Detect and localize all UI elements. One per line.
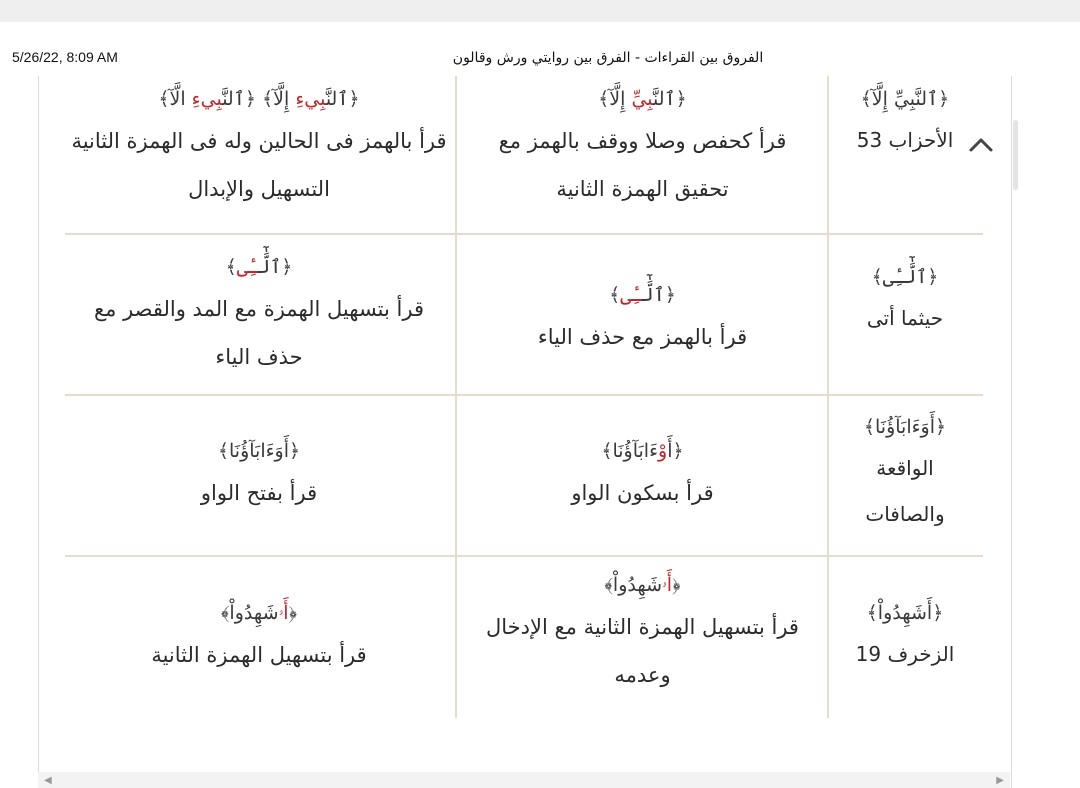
- location-ref: حيثما أتى: [866, 306, 944, 330]
- reading-cell-2: [66, 84, 452, 216]
- quran-word: ﴿ٱلنَّبِيِّ إِلَّآ﴾: [598, 88, 687, 110]
- reading-cell-2: [66, 252, 452, 384]
- vertical-scrollbar[interactable]: [1013, 120, 1018, 190]
- location-ref: الأحزاب 53: [856, 128, 954, 152]
- reading-desc-line: التسهيل والإبدال: [188, 177, 330, 201]
- quran-word: ﴿ٱلَّٰٓـِٔى﴾: [609, 284, 676, 306]
- reading-cell-1: [460, 570, 825, 702]
- location-cell: [830, 412, 980, 540]
- reading-desc-line: قرأ بتسهيل الهمزة الثانية مع الإدخال: [486, 615, 799, 639]
- reading-desc-line: قرأ كحفص وصلا ووقف بالهمز مع: [498, 129, 787, 153]
- row-divider: [65, 394, 983, 396]
- quran-word: ﴿أَوَءَابَآؤُنَا﴾: [217, 440, 301, 462]
- reading-cell-1: [460, 84, 825, 216]
- reading-cell-2: [66, 436, 452, 520]
- scroll-left-icon[interactable]: ◀: [44, 775, 52, 786]
- quran-word: ﴿أَوْءَابَآؤُنَا﴾: [601, 440, 684, 462]
- reading-desc-line: قرأ بتسهيل الهمزة الثانية: [151, 643, 367, 667]
- reading-desc-line: تحقيق الهمزة الثانية: [556, 177, 729, 201]
- quran-word: ﴿أَوَءَابَآؤُنَا﴾: [863, 416, 947, 438]
- location-ref: الواقعة: [876, 456, 934, 480]
- reading-cell-1: [460, 436, 825, 520]
- quran-word: ﴿أَۥشَهِدُواْ﴾: [604, 574, 681, 596]
- quran-word: ﴿أَۥشَهِدُواْ﴾: [221, 602, 297, 624]
- location-ref: والصافات: [865, 502, 945, 526]
- quran-word: ﴿ٱلنَّبِيِّ إِلَّآ﴾: [860, 88, 950, 110]
- column-divider: [827, 76, 829, 718]
- horizontal-scrollbar[interactable]: [38, 772, 1010, 788]
- browser-top-bar: [0, 0, 1080, 22]
- location-ref: الزخرف 19: [855, 642, 955, 666]
- location-cell: [830, 598, 980, 680]
- reading-cell-1: [460, 280, 825, 364]
- column-divider: [455, 76, 457, 718]
- reading-desc-line: قرأ بتسهيل الهمزة مع المد والقصر مع: [93, 297, 425, 321]
- row-divider: [65, 555, 983, 557]
- reading-desc-line: قرأ بسكون الواو: [571, 481, 714, 505]
- reading-desc-line: قرأ بالهمز مع حذف الياء: [537, 325, 748, 349]
- quran-word: ﴿ٱلَّٰٓـِٔى﴾: [225, 256, 293, 278]
- reading-desc-line: قرأ بالهمز فى الحالين وله فى الهمزة الثانية: [71, 129, 447, 153]
- location-cell: [830, 84, 980, 166]
- location-cell: [830, 262, 980, 344]
- page-title: الفروق بين القراءات - الفرق بين روايتي ورش وقالون: [452, 50, 764, 66]
- reading-desc-line: وعدمه: [614, 663, 671, 687]
- reading-desc-line: حذف الياء: [215, 345, 303, 369]
- print-date: 5/26/22, 8:09 AM: [12, 49, 118, 65]
- scroll-right-icon[interactable]: ▶: [996, 775, 1004, 786]
- reading-desc-line: قرأ بفتح الواو: [200, 481, 318, 505]
- quran-word: ﴿ٱلنَّبِيءِ إِلَّآ﴾ ﴿ٱلنَّبِيءِ الَّآ﴾: [158, 88, 360, 110]
- quran-word: ﴿أَشَهِدُواْ﴾: [866, 602, 944, 624]
- quran-word: ﴿ٱلَّٰٓـِٔى﴾: [871, 266, 939, 288]
- chevron-up-icon[interactable]: [966, 132, 996, 156]
- row-divider: [65, 233, 983, 235]
- reading-cell-2: [66, 598, 452, 682]
